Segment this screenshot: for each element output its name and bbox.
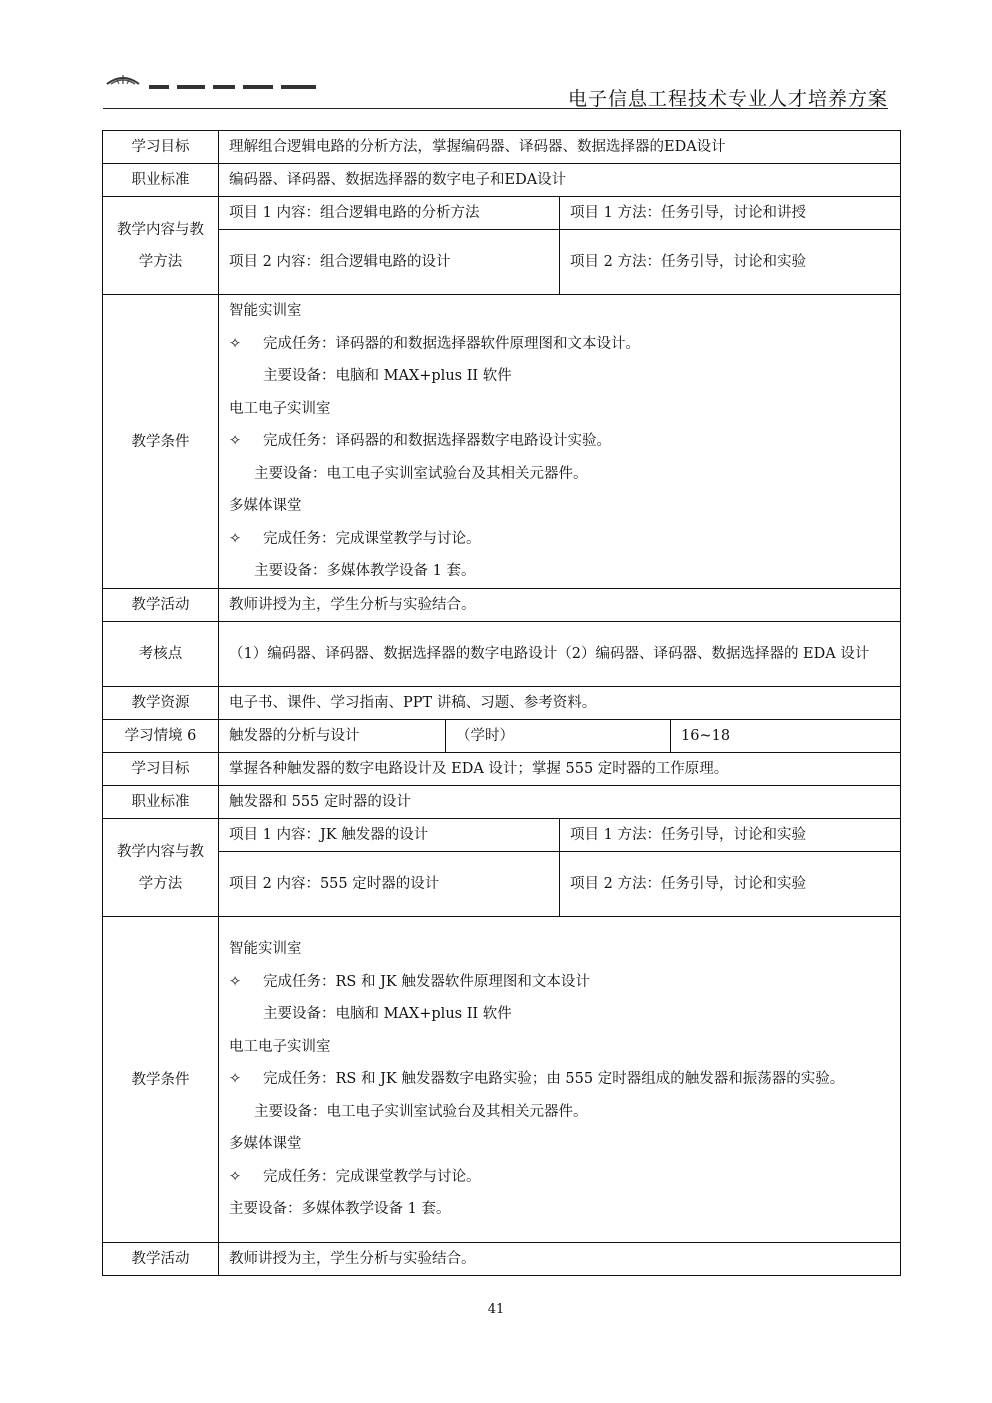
conditions-label: 教学条件 (103, 295, 219, 589)
equipment-line: 主要设备：电脑和 MAX+plus II 软件 (263, 368, 512, 385)
table-row (103, 164, 901, 197)
document-title: 电子信息工程技术专业人才培养方案 (567, 88, 888, 110)
task-line: ✧ 完成任务：RS 和 JK 触发器数字电路实验；由 555 定时器组成的触发器和振荡器的实验。 (229, 1063, 890, 1096)
lab-name: 智能实训室 (229, 303, 302, 320)
goal-label: 学习目标 (103, 131, 219, 164)
item2-content: 项目 2 内容：组合逻辑电路的设计 (219, 230, 560, 295)
diamond-bullet-icon: ✧ (229, 973, 242, 990)
item1-method: 项目 1 方法：任务引导，讨论和实验 (560, 819, 901, 852)
table-row (103, 295, 901, 589)
activity-label: 教学活动 (103, 1243, 219, 1276)
table-row (103, 917, 901, 1243)
table-row (103, 687, 901, 720)
equipment-line: 主要设备：电工电子实训室试验台及其相关元器件。 (254, 465, 588, 482)
method-label: 教学内容与教学方法 (103, 819, 219, 917)
equipment-line: 主要设备：电工电子实训室试验台及其相关元器件。 (254, 1103, 588, 1120)
exam-value: （1）编码器、译码器、数据选择器的数字电路设计（2）编码器、译码器、数据选择器的 EDA 设计 (219, 622, 901, 687)
hours-value: 16~18 (671, 720, 901, 753)
table-row (103, 753, 901, 786)
school-logo-icon (103, 70, 328, 94)
table-row (103, 1243, 901, 1276)
activity-label: 教学活动 (103, 589, 219, 622)
item2-method: 项目 2 方法：任务引导，讨论和实验 (560, 852, 901, 917)
task-line: ✧ 完成任务：完成课堂教学与讨论。 (229, 523, 890, 556)
lab-name: 电工电子实训室 (229, 1038, 331, 1055)
item1-content: 项目 1 内容：组合逻辑电路的分析方法 (219, 197, 560, 230)
table-row (103, 786, 901, 819)
standard-value: 编码器、译码器、数据选择器的数字电子和EDA设计 (219, 164, 901, 197)
equipment-line: 主要设备：多媒体教学设备 1 套。 (229, 1201, 451, 1218)
lab-name: 多媒体课堂 (229, 1136, 302, 1153)
table-row (103, 131, 901, 164)
table-row (103, 622, 901, 687)
hours-label: （学时） (446, 720, 671, 753)
resource-value: 电子书、课件、学习指南、PPT 讲稿、习题、参考资料。 (219, 687, 901, 720)
equipment-line: 主要设备：多媒体教学设备 1 套。 (254, 563, 476, 580)
task-line: ✧ 完成任务：RS 和 JK 触发器软件原理图和文本设计 (229, 966, 890, 999)
conditions-label: 教学条件 (103, 917, 219, 1243)
syllabus-table (102, 130, 901, 1276)
table-row (103, 819, 901, 852)
table-row (103, 230, 901, 295)
goal-value: 掌握各种触发器的数字电路设计及 EDA 设计；掌握 555 定时器的工作原理。 (219, 753, 901, 786)
situation-title: 触发器的分析与设计 (219, 720, 446, 753)
item1-method: 项目 1 方法：任务引导，讨论和讲授 (560, 197, 901, 230)
header-divider (103, 108, 888, 109)
lab-name: 多媒体课堂 (229, 498, 302, 515)
table-row (103, 589, 901, 622)
item2-content: 项目 2 内容：555 定时器的设计 (219, 852, 560, 917)
exam-label: 考核点 (103, 622, 219, 687)
table-row (103, 720, 901, 753)
goal-label: 学习目标 (103, 753, 219, 786)
situation-label: 学习情境 6 (103, 720, 219, 753)
diamond-bullet-icon: ✧ (229, 530, 242, 547)
table-row (103, 197, 901, 230)
diamond-bullet-icon: ✧ (229, 335, 242, 352)
diamond-bullet-icon: ✧ (229, 1168, 242, 1185)
diamond-bullet-icon: ✧ (229, 433, 242, 450)
item2-method: 项目 2 方法：任务引导，讨论和实验 (560, 230, 901, 295)
goal-value: 理解组合逻辑电路的分析方法，掌握编码器、译码器、数据选择器的EDA设计 (219, 131, 901, 164)
resource-label: 教学资源 (103, 687, 219, 720)
task-line: ✧ 完成任务：译码器的和数据选择器软件原理图和文本设计。 (229, 328, 890, 361)
item1-content: 项目 1 内容：JK 触发器的设计 (219, 819, 560, 852)
lab-name: 电工电子实训室 (229, 400, 331, 417)
standard-value: 触发器和 555 定时器的设计 (219, 786, 901, 819)
equipment-line: 主要设备：电脑和 MAX+plus II 软件 (263, 1006, 512, 1023)
page-header (103, 70, 888, 110)
activity-value: 教师讲授为主，学生分析与实验结合。 (219, 589, 901, 622)
task-line: ✧ 完成任务：译码器的和数据选择器数字电路设计实验。 (229, 425, 890, 458)
lab-name: 智能实训室 (229, 941, 302, 958)
activity-value: 教师讲授为主，学生分析与实验结合。 (219, 1243, 901, 1276)
page-number: 41 (487, 1302, 505, 1317)
conditions-cell (219, 295, 901, 589)
standard-label: 职业标准 (103, 786, 219, 819)
table-row (103, 852, 901, 917)
standard-label: 职业标准 (103, 164, 219, 197)
task-line: ✧ 完成任务：完成课堂教学与讨论。 (229, 1161, 890, 1194)
conditions-cell (219, 917, 901, 1243)
diamond-bullet-icon: ✧ (229, 1071, 242, 1088)
method-label: 教学内容与教学方法 (103, 197, 219, 295)
